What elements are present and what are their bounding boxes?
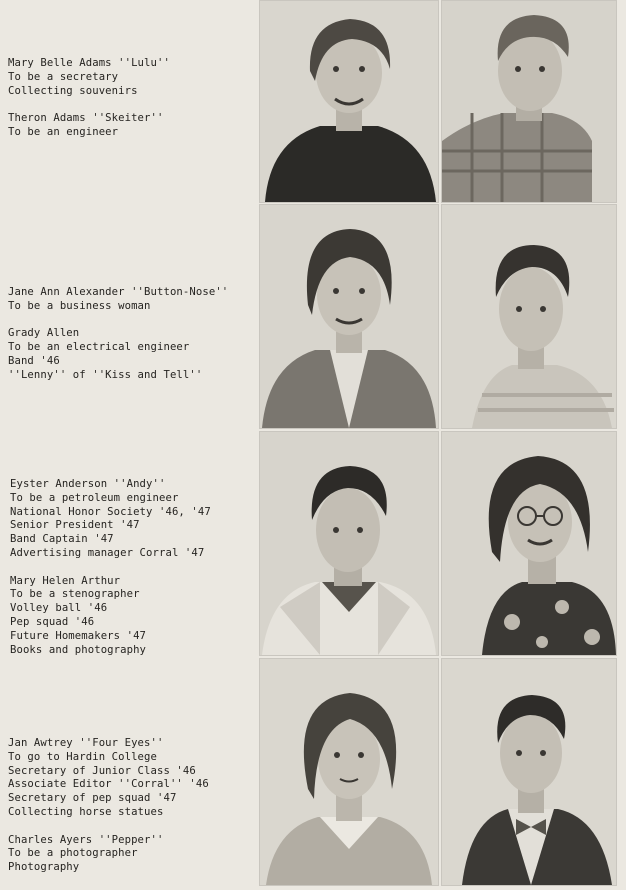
student-name: Mary Helen Arthur	[10, 574, 121, 587]
student-detail: To be a business woman	[8, 299, 151, 312]
student-name: Jane Ann Alexander ''Button-Nose''	[8, 286, 229, 298]
student-detail: Secretary of pep squad '47	[8, 792, 177, 805]
student-detail: To be a petroleum engineer	[10, 491, 179, 504]
portrait-photo-boy	[441, 658, 617, 886]
student-detail: To be an engineer	[8, 125, 119, 138]
student-detail: Band '46	[8, 354, 60, 367]
student-detail: To be a secretary	[8, 70, 119, 83]
student-name: Theron Adams ''Skeiter''	[8, 112, 164, 125]
student-detail: Advertising manager Corral '47	[10, 546, 205, 559]
student-name: Eyster Anderson ''Andy''	[10, 478, 166, 490]
portrait-photo-boy	[259, 431, 439, 656]
student-detail: Secretary of Junior Class '46	[8, 764, 196, 777]
student-detail: To be a stenographer	[10, 588, 140, 601]
student-name: Mary Belle Adams ''Lulu''	[8, 57, 170, 69]
portrait-photo-boy	[441, 0, 617, 203]
bio-block-row-4	[8, 737, 258, 875]
student-detail: Associate Editor ''Corral'' '46	[8, 778, 209, 791]
student-name: Grady Allen	[8, 327, 80, 340]
student-name: Charles Ayers ''Pepper''	[8, 833, 164, 846]
student-detail: National Honor Society '46, '47	[10, 505, 211, 518]
portrait-photo-girl	[259, 0, 439, 203]
student-detail: Collecting horse statues	[8, 805, 164, 818]
student-detail: Future Homemakers '47	[10, 629, 147, 642]
bio-block-row-3	[10, 478, 260, 657]
portrait-photo-girl	[441, 431, 617, 656]
student-detail: Volley ball '46	[10, 602, 108, 615]
student-detail: To be an electrical engineer	[8, 341, 190, 354]
bio-block-row-1	[8, 57, 258, 140]
student-detail: Senior President '47	[10, 519, 140, 532]
student-detail: To be a photographer	[8, 847, 138, 860]
student-detail: Collecting souvenirs	[8, 84, 138, 97]
student-detail: To go to Hardin College	[8, 750, 157, 763]
student-detail: ''Lenny'' of ''Kiss and Tell''	[8, 368, 203, 381]
student-detail: Books and photography	[10, 643, 147, 656]
portrait-photo-girl	[259, 204, 439, 429]
portrait-photo-girl	[259, 658, 439, 886]
student-name: Jan Awtrey ''Four Eyes''	[8, 737, 164, 749]
portrait-photo-boy	[441, 204, 617, 429]
bio-block-row-2	[8, 286, 258, 383]
student-detail: Photography	[8, 861, 80, 874]
student-detail: Pep squad '46	[10, 615, 95, 628]
student-detail: Band Captain '47	[10, 533, 114, 546]
